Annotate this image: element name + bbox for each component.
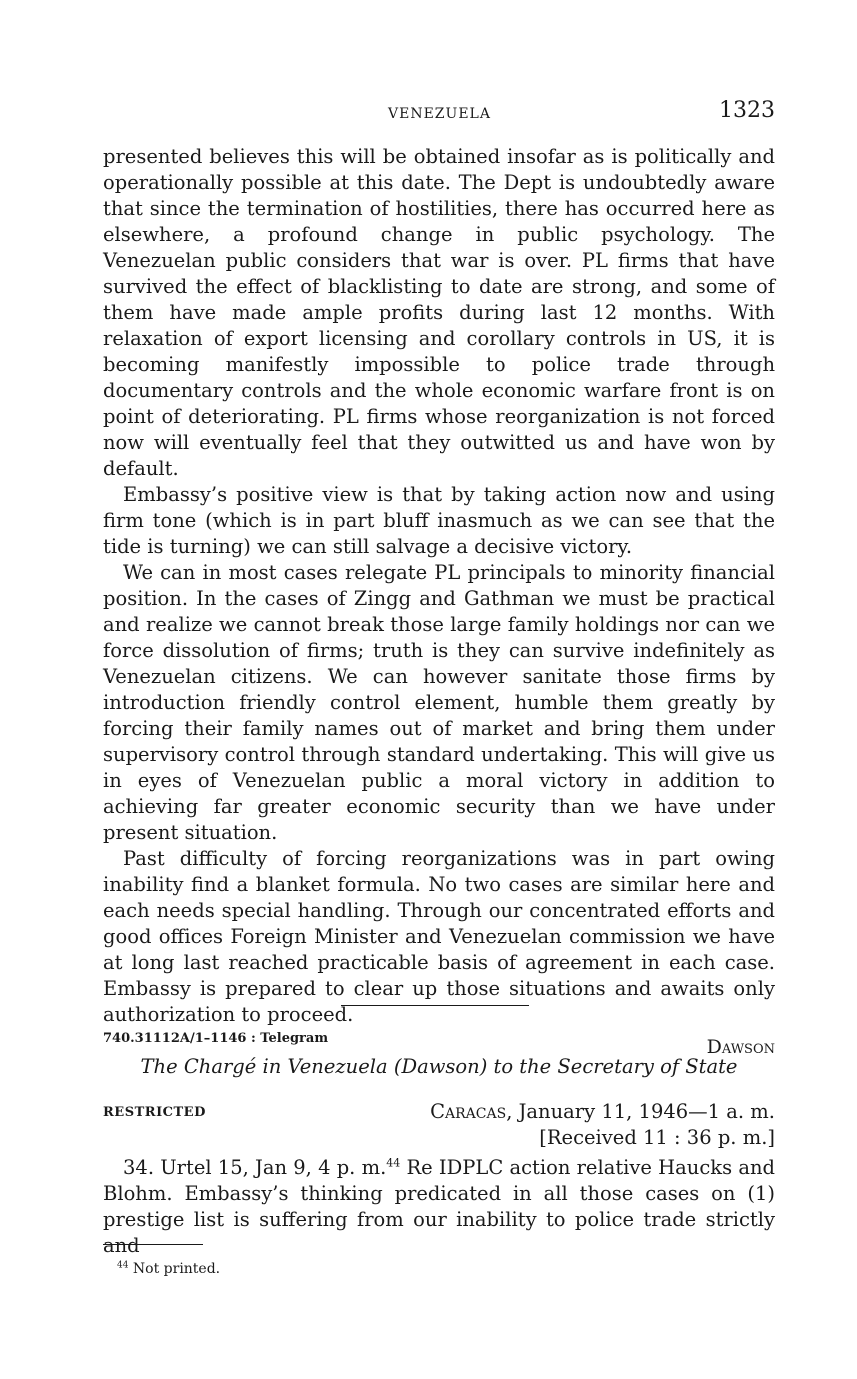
paragraph-1: presented believes this will be obtained insofar as is politically and operationally possible at this date. The Dept is undoubtedly aware that since the termination of hostilities, there has occurred here as elsewhere, a profound change in public psychology. The Venezuelan public considers that war is over. PL firms that have survived the effect of blacklisting to date are strong, and some of them have made ample profits during last 12 months. With relaxation of export licensing and corollary controls in US, it is becoming manifestly impossible to police trade through documentary controls and the whole economic warfare front is on point of deteriorating. PL firms whose reorganization is not forced now will eventually feel that they outwitted us and have won by default. (103, 145, 775, 480)
footnote-reference: 44 (386, 1156, 401, 1170)
classification: RESTRICTED (103, 1105, 206, 1120)
telegram-text-rest: Re IDPLC action relative Haucks and Blohm. Embassy’s thinking predicated in all those cases on (1) prestige list is suffering from our inability to police trade strictly and (103, 1156, 775, 1257)
running-head: VENEZUELA (388, 106, 491, 122)
received-time: [Received 11 : 36 p. m.] (539, 1126, 775, 1149)
paragraph-4: Past difficulty of forcing reorganizations was in part owing inability find a blanket formula. No two cases are similar here and each needs special handling. Through our concentrated efforts and good offices Foreign Minister and Venezuelan commission we have at long last reached practicable basis of agreement in each case. Embassy is prepared to clear up those situations and awaits only authorization to proceed. (103, 847, 775, 1026)
telegram-text-start: 34. Urtel 15, Jan 9, 4 p. m. (123, 1156, 387, 1179)
place-date (430, 1099, 775, 1125)
telegram-text (103, 1155, 775, 1259)
footnote-divider (103, 1244, 203, 1245)
paragraph-3: We can in most cases relegate PL principals to minority financial position. In the cases of Zingg and Gathman we must be practical and realize we cannot break those large family holdings nor can we force dissolution of firms; truth is they can survive indefinitely as Venezuelan citizens. We can however sanitate those firms by introduction friendly control element, humble them greatly by forcing their family names out of market and bring them under supervisory control through standard undertaking. This will give us in eyes of Venezuelan public a moral victory in addition to achieving far greater economic security than we have under present situation. (103, 561, 775, 844)
page-number: 1323 (719, 98, 775, 123)
page-header (103, 98, 775, 128)
date: , January 11, 1946—1 a. m. (506, 1100, 775, 1123)
place: Caracas (430, 1100, 507, 1123)
footnote-number: 44 (117, 1260, 129, 1271)
footnote-text: Not printed. (132, 1261, 221, 1277)
signature: Dawson (706, 1036, 775, 1058)
document-title: The Chargé in Venezuela (Dawson) to the Secretary of State (140, 1055, 738, 1078)
paragraph-2: Embassy’s positive view is that by taking action now and using firm tone (which is in part bluff inasmuch as we can see that the tide is turning) we can still salvage a decisive victory. (103, 483, 775, 558)
file-number: 740.31112A/1–1146 : Telegram (103, 1031, 329, 1046)
section-divider (341, 1005, 529, 1006)
body-text (103, 144, 775, 1060)
telegram-paragraph (103, 1155, 775, 1259)
footnote (117, 1261, 220, 1277)
dateline (430, 1099, 775, 1151)
